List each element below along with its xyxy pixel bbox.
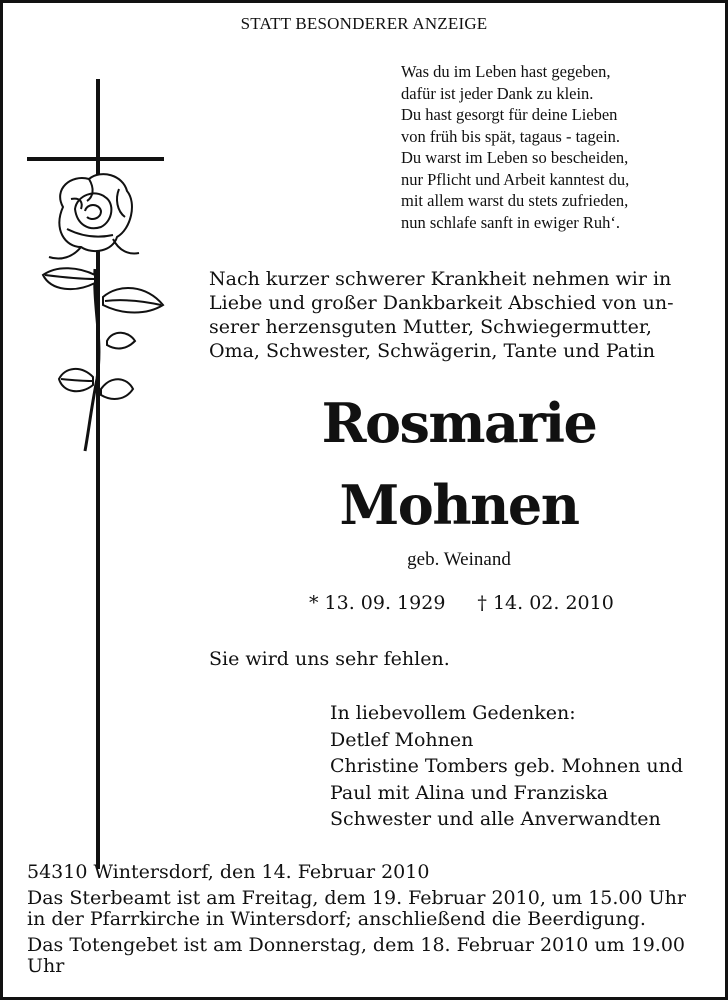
poem-line: mit allem warst du stets zufrieden, [401,191,629,210]
prayer-line: Uhr [27,955,65,977]
requiem-line: Das Sterbeamt ist am Freitag, dem 19. Februar 2010, um 15.00 Uhr [27,887,686,909]
poem-line: Du warst im Leben so bescheiden, [401,148,629,167]
deceased-last-name: Mohnen [339,473,579,537]
life-dates [309,592,614,614]
mourners-line: Schwester und alle Anverwandten [330,808,661,830]
poem-line: nun schlafe sanft in ewiger Ruh‘. [401,212,621,232]
footer-info [27,862,686,977]
mourners-line: Paul mit Alina und Franziska [330,781,609,804]
mourners-line: Christine Tombers geb. Mohnen und [330,755,684,777]
prayer-info [27,935,686,977]
requiem-line: in der Pfarrkirche in Wintersdorf; anschließend die Beerdigung. [27,908,646,930]
poem [401,61,629,233]
rose-icon [43,174,163,451]
intro-text [209,267,674,363]
requiem-info [27,888,686,930]
poem-line: nur Pflicht und Arbeit kanntest du, [401,169,630,189]
intro-line: Oma, Schwester, Schwägerin, Tante und Patin [209,340,656,362]
intro-line: serer herzensguten Mutter, Schwiegermutter, [209,316,652,338]
poem-line: Was du im Leben hast gegeben, [401,62,611,81]
deceased-born-name: geb. Weinand [407,549,511,570]
place-date: 54310 Wintersdorf, den 14. Februar 2010 [27,861,430,883]
poem-line: von früh bis spät, tagaus - tagein. [401,126,621,146]
death-date: † 14. 02. 2010 [477,592,614,614]
prayer-line: Das Totengebet ist am Donnerstag, dem 18. Februar 2010 um 19.00 [27,934,686,956]
birth-date: * 13. 09. 1929 [309,592,446,614]
cross-with-rose-illustration [23,79,173,879]
mourners-line: In liebevollem Gedenken: [330,702,576,724]
mourners-list [330,700,683,833]
poem-line: Du hast gesorgt für deine Lieben [401,105,618,124]
intro-line: Liebe und großer Dankbarkeit Abschied von un- [209,292,674,314]
poem-line: dafür ist jeder Dank zu klein. [401,83,594,103]
intro-line: Nach kurzer schwerer Krankheit nehmen wir in [209,268,672,290]
missed-text: Sie wird uns sehr fehlen. [209,648,450,670]
deceased-first-name: Rosmarie [321,391,597,455]
notice-header: STATT BESONDERER ANZEIGE [240,14,488,33]
mourners-line: Detlef Mohnen [330,728,474,751]
